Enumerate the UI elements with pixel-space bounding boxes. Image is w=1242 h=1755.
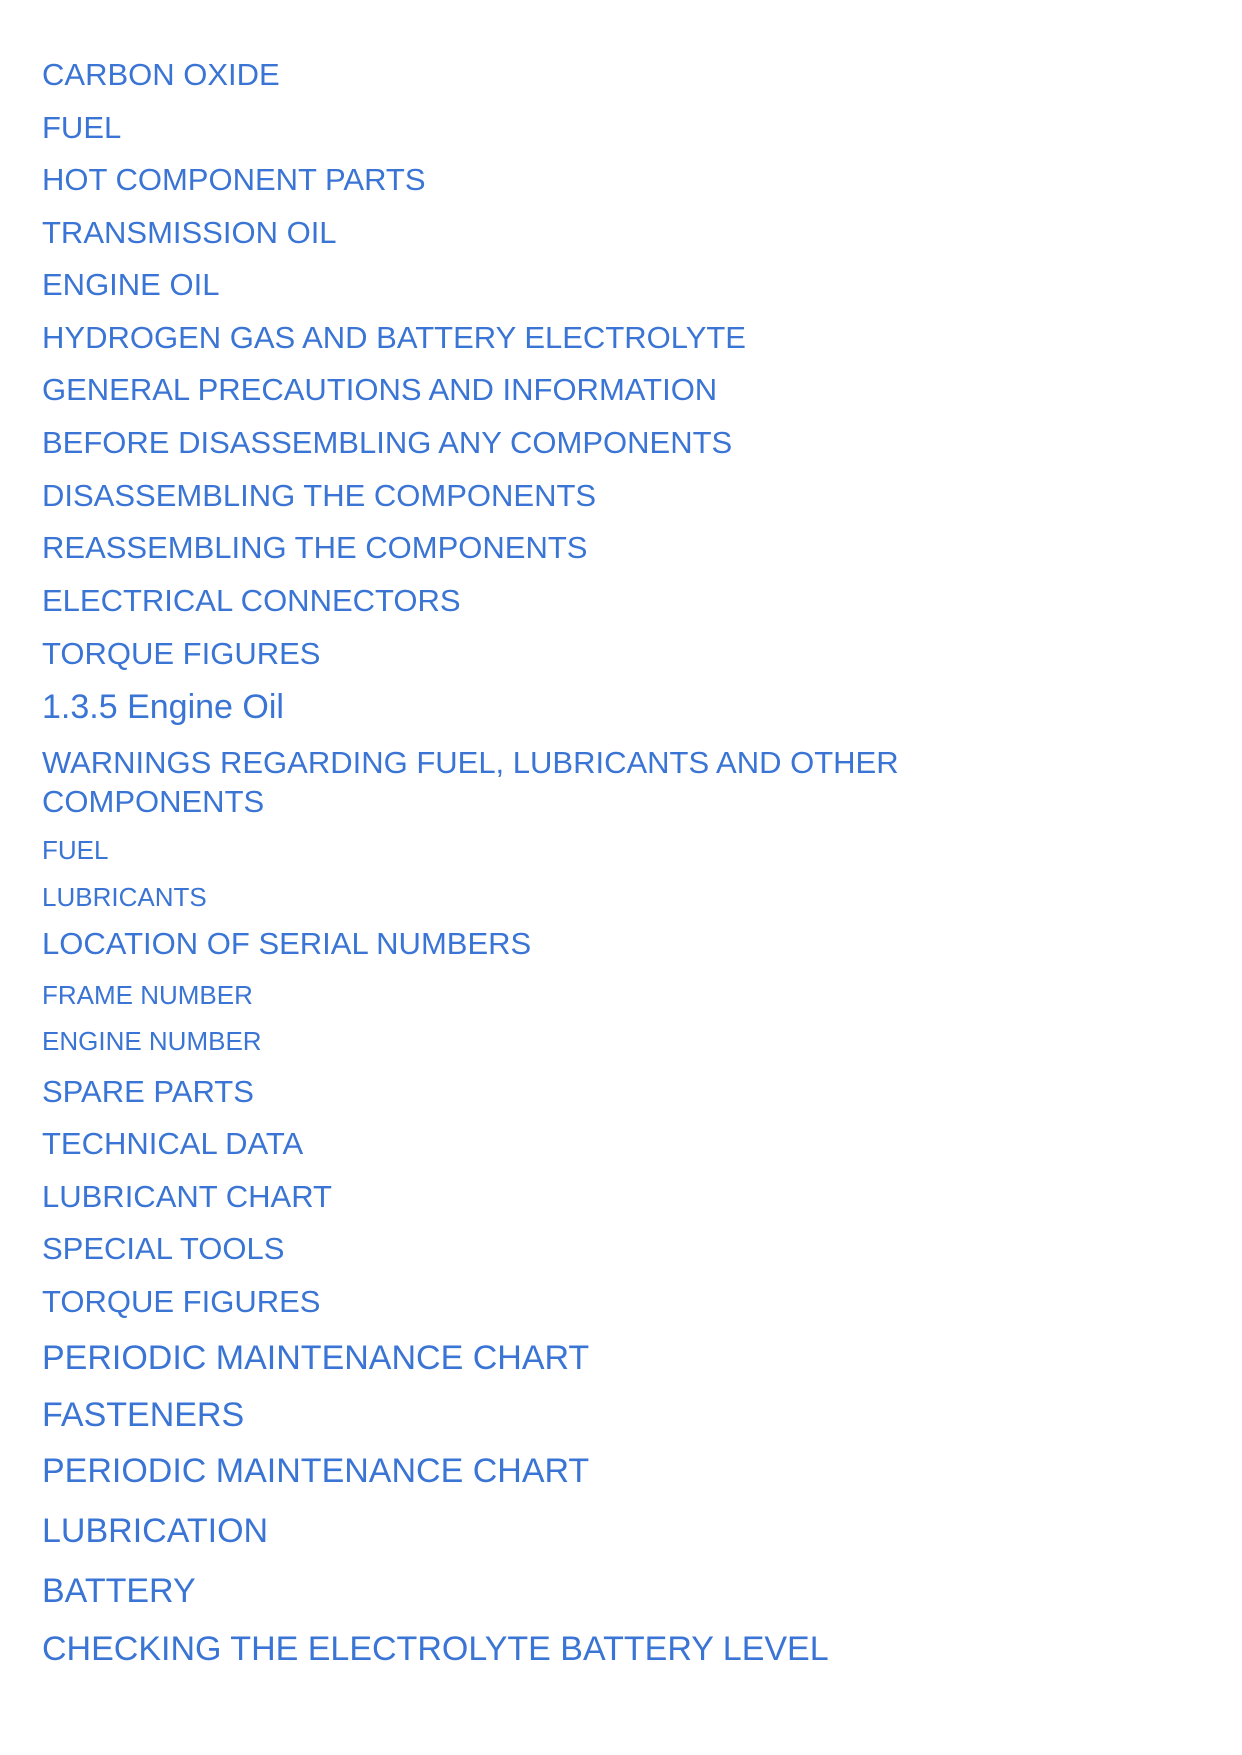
toc-link-periodic-maintenance-chart[interactable]: PERIODIC MAINTENANCE CHART bbox=[42, 1339, 590, 1377]
toc-link-torque-figures-2[interactable]: TORQUE FIGURES bbox=[42, 1284, 321, 1319]
toc-link-checking-electrolyte-battery-level[interactable]: CHECKING THE ELECTROLYTE BATTERY LEVEL bbox=[42, 1630, 829, 1668]
toc-link-location-serial-numbers[interactable]: LOCATION OF SERIAL NUMBERS bbox=[42, 926, 532, 961]
toc-link-electrical-connectors[interactable]: ELECTRICAL CONNECTORS bbox=[42, 583, 461, 618]
toc-link-lubrication[interactable]: LUBRICATION bbox=[42, 1512, 269, 1550]
toc-link-lubricants[interactable]: LUBRICANTS bbox=[42, 882, 207, 912]
toc-link-transmission-oil[interactable]: TRANSMISSION OIL bbox=[42, 215, 337, 250]
toc-link-frame-number[interactable]: FRAME NUMBER bbox=[42, 980, 253, 1010]
toc-link-hydrogen-gas-battery-electrolyte[interactable]: HYDROGEN GAS AND BATTERY ELECTROLYTE bbox=[42, 320, 746, 355]
toc-link-warnings-fuel-lubricants[interactable]: WARNINGS REGARDING FUEL, LUBRICANTS AND OTHER COMPONENTS bbox=[42, 745, 899, 819]
toc-link-reassembling-components[interactable]: REASSEMBLING THE COMPONENTS bbox=[42, 530, 588, 565]
toc-link-engine-number[interactable]: ENGINE NUMBER bbox=[42, 1026, 262, 1056]
toc-link-technical-data[interactable]: TECHNICAL DATA bbox=[42, 1126, 304, 1161]
toc-link-carbon-oxide[interactable]: CARBON OXIDE bbox=[42, 57, 280, 92]
toc-link-engine-oil[interactable]: ENGINE OIL bbox=[42, 267, 220, 302]
toc-link-spare-parts[interactable]: SPARE PARTS bbox=[42, 1074, 254, 1109]
toc-link-torque-figures[interactable]: TORQUE FIGURES bbox=[42, 636, 321, 671]
toc-link-lubricant-chart[interactable]: LUBRICANT CHART bbox=[42, 1179, 332, 1214]
toc-link-special-tools[interactable]: SPECIAL TOOLS bbox=[42, 1231, 285, 1266]
toc-link-battery[interactable]: BATTERY bbox=[42, 1572, 196, 1610]
toc-link-fuel-sub[interactable]: FUEL bbox=[42, 835, 109, 865]
toc-link-fuel[interactable]: FUEL bbox=[42, 110, 122, 145]
toc-link-engine-oil-section[interactable]: 1.3.5 Engine Oil bbox=[42, 688, 284, 726]
toc-link-hot-component-parts[interactable]: HOT COMPONENT PARTS bbox=[42, 162, 426, 197]
toc-link-disassembling-components[interactable]: DISASSEMBLING THE COMPONENTS bbox=[42, 478, 597, 513]
toc-link-fasteners[interactable]: FASTENERS bbox=[42, 1396, 245, 1434]
toc-link-periodic-maintenance-chart-2[interactable]: PERIODIC MAINTENANCE CHART bbox=[42, 1452, 590, 1490]
toc-link-general-precautions[interactable]: GENERAL PRECAUTIONS AND INFORMATION bbox=[42, 372, 718, 407]
toc-link-before-disassembling[interactable]: BEFORE DISASSEMBLING ANY COMPONENTS bbox=[42, 425, 733, 460]
